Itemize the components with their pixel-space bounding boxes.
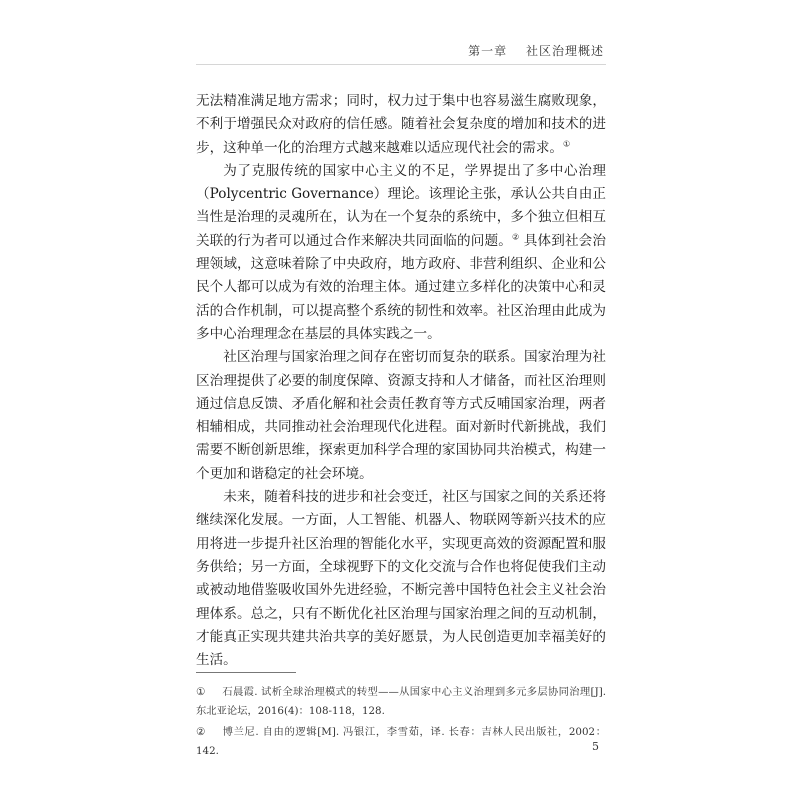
paragraph-3-text: 社区治理与国家治理之间存在密切而复杂的联系。国家治理为社区治理提供了必要的制度保障、资源支持和人才储备，而社区治理则通过信息反馈、矛盾化解和社会责任教育等方式反哺国家治理，两者相辅相成，共同推动社会治理现代化进程。面对新时代新挑战，我们需要不断创新思维，探索更加科学合理的家国协同共治模式，构建一个更加和谐稳定的社会环境。 <box>196 349 606 482</box>
paragraph-2-text-b: 具体到社会治理领域，这意味着除了中央政府，地方政府、非营利组织、企业和公民个人都可以成为有效的治理主体。通过建立多样化的决策中心和灵活的合作机制，可以提高整个系统的韧性和效率。社区治理由此成为多中心治理理念在基层的具体实践之一。 <box>196 232 607 342</box>
footnote-1 <box>196 683 606 720</box>
paragraph-3 <box>196 346 606 486</box>
section-title: 社区治理概述 <box>525 44 604 58</box>
paragraph-4 <box>196 486 606 672</box>
footnote-1-text: 石晨霞. 试析全球治理模式的转型——从国家中心主义治理到多元多层协同治理[J]. 东北亚论坛，2016(4)：108-118，128. <box>196 686 606 717</box>
paragraph-2-text-a: 为了克服传统的国家中心主义的不足，学界提出了多中心治理（Polycentric Governance）理论。该理论主张，承认公共自由正当性是治理的灵魂所在，认为在一个复杂的系统中，多个独立但相互关联的行为者可以通过合作来解决共同面临的问题。 <box>196 162 606 249</box>
paragraph-1-text: 无法精准满足地方需求；同时，权力过于集中也容易滋生腐败现象，不利于增强民众对政府的信任感。随着社会复杂度的增加和技术的进步，这种单一化的治理方式越来越难以适应现代社会的需求。 <box>196 93 606 156</box>
footnote-1-mark: ① <box>196 686 206 698</box>
chapter-label: 第一章 <box>468 44 508 58</box>
header-rule <box>196 64 606 65</box>
footnote-2 <box>196 723 606 760</box>
paragraph-4-text: 未来，随着科技的进步和社会变迁，社区与国家之间的关系还将继续深化发展。一方面，人工智能、机器人、物联网等新兴技术的应用将进一步提升社区治理的智能化水平，实现更高效的资源配置和服务供给；另一方面，全球视野下的文化交流与合作也将促使我们主动或被动地借鉴吸收国外先进经验，不断完善中国特色社会主义社会治理体系。总之，只有不断优化社区治理与国家治理之间的互动机制，才能真正实现共建共治共享的美好愿景，为人民创造更加幸福美好的生活。 <box>196 489 606 669</box>
page-number: 5 <box>592 740 599 753</box>
footnote-2-mark: ② <box>196 726 206 738</box>
footnote-rule <box>196 672 296 673</box>
paragraph-1 <box>196 90 606 160</box>
footnotes <box>196 683 606 763</box>
running-header <box>468 42 604 59</box>
footnote-ref-2[interactable]: ② <box>511 232 520 242</box>
footnote-ref-1[interactable]: ① <box>563 139 571 149</box>
body-text <box>196 90 606 672</box>
paragraph-2 <box>196 160 606 346</box>
footnote-2-text: 博兰尼. 自由的逻辑[M]. 冯银江，李雪茹，译. 长春：吉林人民出版社，2002：142. <box>196 726 606 757</box>
